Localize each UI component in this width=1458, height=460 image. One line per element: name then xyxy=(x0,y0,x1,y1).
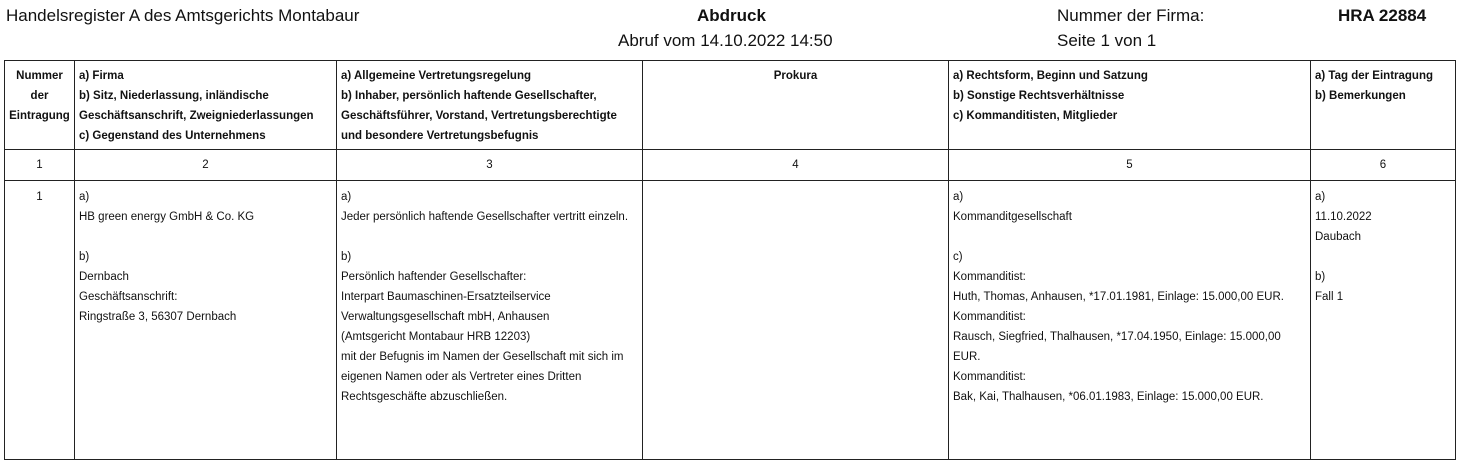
entry-line: Bak, Kai, Thalhausen, *06.01.1983, Einlage: 15.000,00 EUR. xyxy=(953,391,1264,403)
column-number: 2 xyxy=(75,150,337,181)
entry-line: Daubach xyxy=(1315,231,1362,243)
column-header-line: c) Gegenstand des Unternehmens xyxy=(79,130,266,142)
column-header xyxy=(5,61,75,150)
representation-cell xyxy=(337,181,643,460)
entry-line: mit der Befugnis im Namen der Gesellschaft mit sich im eigenen Namen oder als Vertreter eines Dritten Rechtsgeschäfte abzuschließen. xyxy=(341,351,624,403)
entry-line: HB green energy GmbH & Co. KG xyxy=(79,211,255,223)
column-number-row xyxy=(5,150,1456,181)
firm-number-label: Nummer der Firma: xyxy=(1057,6,1205,25)
column-header-line: b) Sonstige Rechtsverhältnisse xyxy=(953,90,1125,102)
column-header-line: Nummer xyxy=(16,70,63,82)
column-header xyxy=(75,61,337,150)
entry-line: b) xyxy=(79,251,90,263)
entry-line: Jeder persönlich haftende Gesellschafter vertritt einzeln. xyxy=(341,211,629,223)
column-header-line: a) Tag der Eintragung xyxy=(1315,70,1433,82)
entry-number: 1 xyxy=(5,181,75,460)
entry-line: Kommanditgesellschaft xyxy=(953,211,1072,223)
column-header-row xyxy=(5,61,1456,150)
entry-line: Fall 1 xyxy=(1315,291,1344,303)
retrieval-timestamp: Abruf vom 14.10.2022 14:50 xyxy=(618,31,833,50)
column-header xyxy=(643,61,949,150)
column-number: 3 xyxy=(337,150,643,181)
entry-line: 11.10.2022 xyxy=(1315,211,1372,223)
entry-line: Kommanditist: xyxy=(953,371,1026,383)
column-header-line: a) Firma xyxy=(79,70,124,82)
entry-line: (Amtsgericht Montabaur HRB 12203) xyxy=(341,331,531,343)
entry-line: Rausch, Siegfried, Thalhausen, *17.04.1950, Einlage: 15.000,00 EUR. xyxy=(953,331,1281,363)
spacer xyxy=(1315,247,1451,267)
entry-line: a) xyxy=(341,191,352,203)
column-header-line: a) Rechtsform, Beginn und Satzung xyxy=(953,70,1148,82)
column-header xyxy=(949,61,1311,150)
column-number: 1 xyxy=(5,150,75,181)
column-number: 6 xyxy=(1311,150,1456,181)
column-header-line: b) Sitz, Niederlassung, inländische Geschäftsanschrift, Zweigniederlassungen xyxy=(79,90,314,122)
entry-line: c) xyxy=(953,251,963,263)
column-number: 5 xyxy=(949,150,1311,181)
column-header-line: Eintragung xyxy=(9,110,70,122)
entry-line: Kommanditist: xyxy=(953,311,1026,323)
spacer xyxy=(953,227,1306,247)
spacer xyxy=(79,227,332,247)
entry-line: Dernbach xyxy=(79,271,129,283)
entry-line: Geschäftsanschrift: xyxy=(79,291,178,303)
register-title: Handelsregister A des Amtsgerichts Montabaur xyxy=(6,6,360,25)
legal-form-cell xyxy=(949,181,1311,460)
column-header-line: b) Bemerkungen xyxy=(1315,90,1406,102)
entry-line: Ringstraße 3, 56307 Dernbach xyxy=(79,311,237,323)
column-header-line: c) Kommanditisten, Mitglieder xyxy=(953,110,1118,122)
column-number: 4 xyxy=(643,150,949,181)
entry-line: a) xyxy=(79,191,90,203)
print-label: Abdruck xyxy=(697,6,766,25)
entry-line: b) xyxy=(1315,271,1326,283)
entry-line: a) xyxy=(1315,191,1326,203)
column-header-line: Prokura xyxy=(773,70,818,82)
column-header-line: der xyxy=(30,90,49,102)
column-header xyxy=(1311,61,1456,150)
spacer xyxy=(341,227,638,247)
column-header xyxy=(337,61,643,150)
prokura-cell xyxy=(643,181,949,460)
table-row xyxy=(5,181,1456,460)
entry-line: b) xyxy=(341,251,352,263)
entry-line: Persönlich haftender Gesellschafter: xyxy=(341,271,527,283)
firm-cell xyxy=(75,181,337,460)
page-info: Seite 1 von 1 xyxy=(1057,31,1157,50)
entry-line: Interpart Baumaschinen-Ersatzteilservice Verwaltungsgesellschaft mbH, Anhausen xyxy=(341,291,551,323)
register-table xyxy=(4,60,1456,460)
registration-date-cell xyxy=(1311,181,1456,460)
entry-line: Kommanditist: xyxy=(953,271,1026,283)
firm-number: HRA 22884 xyxy=(1338,6,1427,25)
entry-line: a) xyxy=(953,191,964,203)
column-header-line: a) Allgemeine Vertretungsregelung xyxy=(341,70,532,82)
entry-line: Huth, Thomas, Anhausen, *17.01.1981, Einlage: 15.000,00 EUR. xyxy=(953,291,1284,303)
column-header-line: b) Inhaber, persönlich haftende Gesellschafter, Geschäftsführer, Vorstand, Vertretungsberechtigte und besondere Vertretungsbefugnis xyxy=(341,90,617,142)
